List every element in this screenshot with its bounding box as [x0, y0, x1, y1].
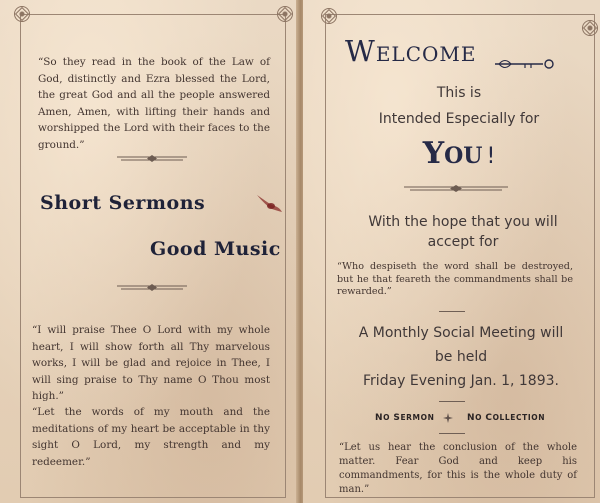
short-rule: [439, 311, 465, 312]
quote-praise: “I will praise Thee O Lord with my whole heart, I will show forth all Thy marvelous works, I will be glad and rejoice in Thee, I will sing praise to Thy name O Thou most high.”: [32, 324, 270, 402]
star-separator-icon: [443, 413, 453, 423]
divider-ornament-icon: [117, 154, 187, 164]
you-rest: OU: [444, 143, 483, 169]
quote-conclusion: “Let us hear the conclusion of the whole matter. Fear God and keep his commandments, for this is the whole duty of man.”: [339, 442, 577, 495]
you-exclamation: !: [486, 144, 496, 169]
corner-ornament-icon: [321, 8, 337, 24]
meeting-line-1: A Monthly Social Meeting will: [358, 325, 564, 341]
meeting-line-2: be held: [434, 349, 488, 365]
hope-line-2: accept for: [427, 234, 499, 250]
quote-words: “Let the words of my mouth and the meditations of my heart be acceptable in thy sight O Lord, my strength and my redeemer.”: [32, 406, 270, 468]
divider-ornament-icon: [404, 184, 508, 194]
welcome-rest: ELCOME: [375, 42, 477, 66]
intended-line-2: Intended Especially for: [378, 111, 540, 127]
intended-line-1: This is: [436, 85, 482, 101]
good-music-heading: Good Music: [150, 238, 281, 260]
meeting-date: Friday Evening Jan. 1, 1893.: [363, 373, 559, 389]
no-collection-label: NO COLLECTION: [467, 413, 546, 423]
welcome-heading: [345, 34, 476, 68]
short-rule: [439, 401, 465, 402]
short-rule: [439, 433, 465, 434]
hope-line-1: With the hope that you will: [368, 214, 558, 230]
red-wax-stain: [255, 193, 285, 217]
welcome-initial: W: [345, 34, 376, 68]
quote-ezra: “So they read in the book of the Law of God, distinctly and Ezra blessed the Lord, the great God and all the people answered Amen, Amen, with lifting their hands and worshipped the Lord with their faces to the ground.”: [38, 56, 270, 151]
you-heading: [323, 136, 595, 171]
right-panel: [303, 0, 600, 503]
corner-ornament-icon: [582, 20, 598, 36]
short-sermons-heading: Short Sermons: [40, 192, 206, 214]
no-sermon-label: NO SERMON: [375, 413, 435, 423]
corner-ornament-icon: [277, 6, 293, 22]
key-flourish-icon: [495, 56, 559, 72]
you-initial: Y: [422, 136, 445, 171]
quote-despiseth: “Who despiseth the word shall be destroyed, but he that feareth the commandments shall be rewarded.”: [337, 261, 573, 297]
corner-ornament-icon: [14, 6, 30, 22]
divider-ornament-icon: [117, 283, 187, 293]
